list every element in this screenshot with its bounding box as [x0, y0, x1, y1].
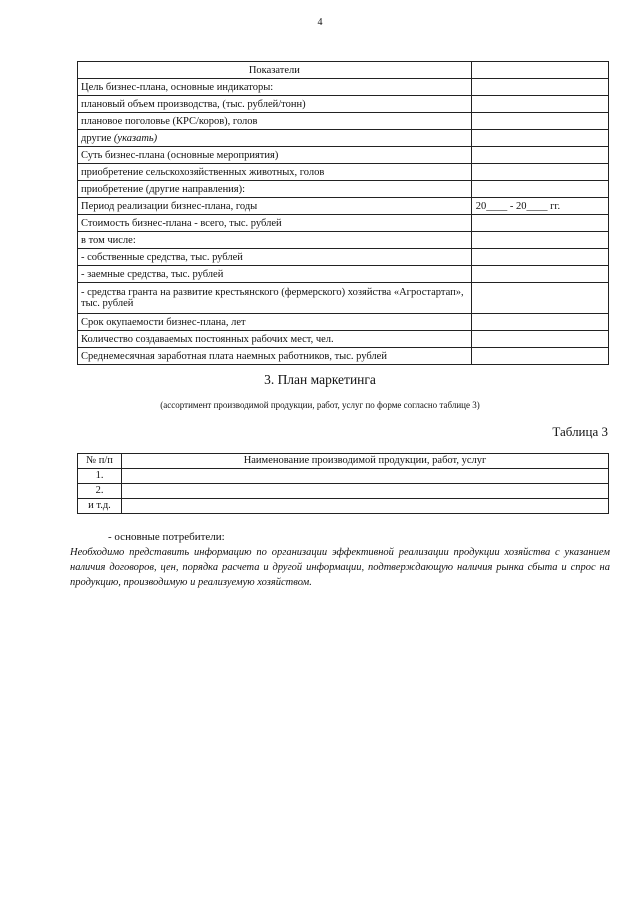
row-value: [471, 331, 608, 348]
row-number: и т.д.: [78, 499, 122, 514]
row-label: Срок окупаемости бизнес-плана, лет: [78, 314, 472, 331]
row-value: [471, 283, 608, 314]
table-row: [78, 130, 609, 147]
table-row: [78, 484, 609, 499]
section-note: (ассортимент производимой продукции, работ, услуг по форме согласно таблице 3): [160, 400, 480, 410]
row-value: [471, 266, 608, 283]
table-row: [78, 79, 609, 96]
row-value: [471, 232, 608, 249]
table-row: [78, 164, 609, 181]
row-label: Стоимость бизнес-плана - всего, тыс. рублей: [78, 215, 472, 232]
table-row: [78, 147, 609, 164]
row-number: 2.: [78, 484, 122, 499]
table-label: Таблица 3: [552, 424, 608, 439]
row-value: [471, 215, 608, 232]
row-label: плановый объем производства, (тыс. рублей/тонн): [78, 96, 472, 113]
table-row: [78, 266, 609, 283]
products-table: [77, 453, 609, 514]
row-label: Суть бизнес-плана (основные мероприятия): [78, 147, 472, 164]
row-value: [471, 314, 608, 331]
row-value: [471, 181, 608, 198]
table-row: [78, 348, 609, 365]
row-label: приобретение сельскохозяйственных животных, голов: [78, 164, 472, 181]
row-label-other-hint: (указать): [113, 132, 158, 144]
table-row: [78, 181, 609, 198]
table-row: [78, 113, 609, 130]
section-title: 3. План маркетинга: [264, 372, 376, 387]
row-value: [471, 164, 608, 181]
row-value: [471, 79, 608, 96]
table-row: [78, 249, 609, 266]
table-row: [78, 198, 609, 215]
table-header-row: [78, 62, 609, 79]
table-row: [78, 469, 609, 484]
row-value: [471, 130, 608, 147]
row-label: в том числе:: [78, 232, 472, 249]
table-row: [78, 232, 609, 249]
header-name: Наименование производимой продукции, работ, услуг: [122, 454, 609, 469]
row-value: [471, 249, 608, 266]
header-indicators: Показатели: [78, 62, 472, 79]
row-label: - заемные средства, тыс. рублей: [78, 266, 472, 283]
row-value: [471, 113, 608, 130]
table-header-row: [78, 454, 609, 469]
row-name: [122, 499, 609, 514]
period-value: 20____ - 20____ гг.: [471, 198, 608, 215]
row-label: - средства гранта на развитие крестьянского (фермерского) хозяйства «Агростартап», тыс. рублей: [78, 283, 472, 314]
row-number: 1.: [78, 469, 122, 484]
consumers-label: - основные потребители:: [108, 531, 225, 543]
row-label: Период реализации бизнес-плана, годы: [78, 198, 472, 215]
row-label: - собственные средства, тыс. рублей: [78, 249, 472, 266]
indicators-table: [77, 61, 609, 365]
header-value: [471, 62, 608, 79]
row-name: [122, 469, 609, 484]
row-value: [471, 348, 608, 365]
row-value: [471, 147, 608, 164]
row-label: Цель бизнес-плана, основные индикаторы:: [78, 79, 472, 96]
row-label: Среднемесячная заработная плата наемных работников, тыс. рублей: [78, 348, 472, 365]
table-row: [78, 96, 609, 113]
table-row: [78, 499, 609, 514]
table-row: [78, 331, 609, 348]
row-label: Количество создаваемых постоянных рабочих мест, чел.: [78, 331, 472, 348]
row-value: [471, 96, 608, 113]
row-name: [122, 484, 609, 499]
row-label: приобретение (другие направления):: [78, 181, 472, 198]
page-number: 4: [317, 17, 323, 28]
instruction-text: Необходимо представить информацию по организации эффективной реализации продукции хозяйства с указанием наличия договоров, цен, порядка расчета и другой информации, подтверждающую наличия рынка сбыта и спрос на продукцию, производимую и реализуемую хозяйством.: [70, 547, 610, 588]
row-label-other-text: другие (указать): [81, 132, 158, 144]
row-label-other: [78, 130, 472, 147]
table-row: [78, 215, 609, 232]
table-row: [78, 283, 609, 314]
row-label: плановое поголовье (КРС/коров), голов: [78, 113, 472, 130]
header-number: № п/п: [78, 454, 122, 469]
table-row: [78, 314, 609, 331]
